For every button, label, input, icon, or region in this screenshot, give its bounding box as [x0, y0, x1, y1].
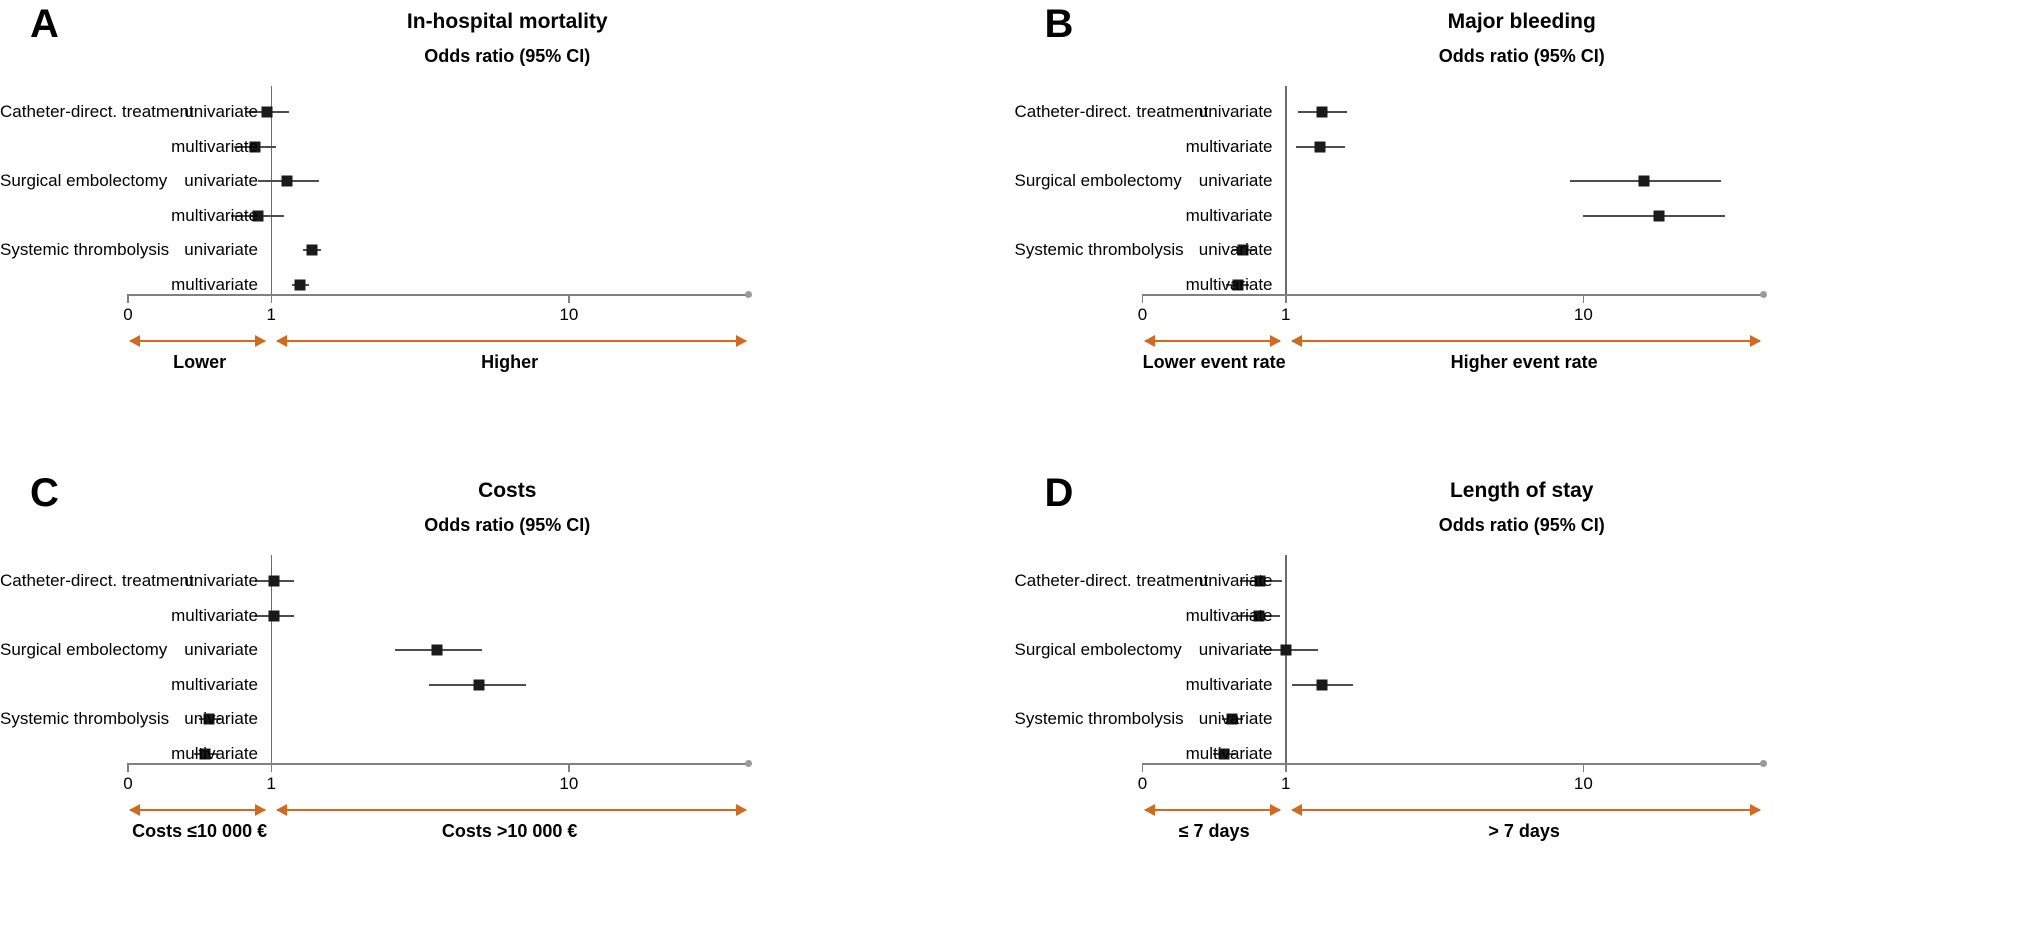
- x-axis-tick-label: 0: [1137, 774, 1148, 793]
- point-estimate-marker: [474, 679, 485, 690]
- lower-direction-arrow: [1145, 340, 1280, 342]
- x-axis-tick-label: 0: [123, 305, 133, 324]
- row-model-label: multivariate: [171, 205, 258, 225]
- panel-letter: D: [1044, 471, 1074, 515]
- higher-direction-arrow: [1292, 809, 1761, 811]
- row-group-label: Catheter-direct. treatment: [1014, 571, 1209, 590]
- lower-direction-label: Lower: [173, 352, 227, 372]
- panel-subtitle: Odds ratio (95% CI): [1438, 46, 1605, 66]
- null-effect-line: [1285, 555, 1287, 763]
- axis-end-dot: [1760, 760, 1767, 767]
- x-axis-tick-label: 1: [1281, 774, 1291, 793]
- x-axis-tick-label: 0: [123, 774, 133, 793]
- higher-direction-label: Higher event rate: [1450, 352, 1598, 372]
- row-model-label: multivariate: [171, 274, 258, 294]
- row-group-label: Catheter-direct. treatment: [0, 571, 194, 590]
- panel-letter: C: [30, 471, 59, 515]
- row-model-label: multivariate: [1185, 605, 1273, 625]
- plot-area: [0, 86, 748, 372]
- x-axis-tick: [1142, 294, 1144, 303]
- lower-direction-label: Costs ≤10 000 €: [132, 821, 268, 841]
- lower-direction-label: Lower event rate: [1142, 352, 1286, 372]
- panel-letter: A: [30, 2, 59, 46]
- higher-direction-label: Higher: [481, 352, 539, 372]
- row-model-label: univariate: [1198, 240, 1273, 259]
- row-model-label: univariate: [1198, 571, 1273, 590]
- x-axis-tick-label: 1: [266, 305, 276, 324]
- higher-direction-label: Costs >10 000 €: [441, 821, 578, 841]
- row-model-label: univariate: [184, 640, 258, 659]
- point-estimate-marker: [282, 176, 293, 187]
- row-group-label: Systemic thrombolysis: [1014, 709, 1184, 728]
- panel-title: Costs: [478, 479, 537, 502]
- point-estimate-marker: [1639, 176, 1650, 187]
- row-group-label: Catheter-direct. treatment: [0, 102, 194, 121]
- lower-direction-arrow: [1145, 809, 1280, 811]
- row-model-label: univariate: [184, 102, 258, 121]
- panel-subtitle: Odds ratio (95% CI): [424, 46, 591, 66]
- panel-title: In-hospital mortality: [406, 10, 608, 33]
- x-axis-tick: [568, 294, 570, 303]
- x-axis-line: [128, 294, 748, 296]
- row-model-label: univariate: [184, 709, 258, 728]
- panel-c: [0, 469, 1015, 938]
- row-model-label: univariate: [1198, 640, 1273, 659]
- higher-direction-arrow: [1292, 340, 1761, 342]
- row-group-label: Surgical embolectomy: [0, 640, 168, 659]
- row-group-label: Surgical embolectomy: [1014, 171, 1182, 190]
- point-estimate-marker: [262, 107, 273, 118]
- x-axis-tick: [1285, 294, 1287, 303]
- x-axis-line: [1143, 294, 1763, 296]
- x-axis-tick: [1583, 763, 1585, 772]
- row-model-label: multivariate: [1185, 674, 1273, 694]
- row-model-label: univariate: [1198, 171, 1273, 190]
- panel-a: [0, 0, 1015, 469]
- axis-end-dot: [1760, 291, 1767, 298]
- point-estimate-marker: [1316, 679, 1327, 690]
- plot-area: [1014, 86, 1763, 372]
- lower-direction-arrow: [130, 809, 265, 811]
- point-estimate-marker: [1316, 107, 1327, 118]
- point-estimate-marker: [306, 245, 317, 256]
- x-axis-tick-label: 10: [1573, 774, 1593, 793]
- lower-direction-label: ≤ 7 days: [1178, 821, 1250, 841]
- row-model-label: multivariate: [171, 605, 258, 625]
- point-estimate-marker: [268, 576, 279, 587]
- x-axis-tick: [127, 294, 129, 303]
- null-effect-line: [1285, 86, 1287, 294]
- row-model-label: multivariate: [171, 136, 258, 156]
- x-axis-tick: [271, 763, 273, 772]
- x-axis-tick-label: 0: [1137, 305, 1148, 324]
- x-axis-tick: [568, 763, 570, 772]
- x-axis-tick-label: 10: [559, 774, 579, 793]
- panel-title: Length of stay: [1449, 479, 1594, 502]
- row-group-label: Surgical embolectomy: [1014, 640, 1182, 659]
- row-model-label: univariate: [184, 571, 258, 590]
- x-axis-tick: [1285, 763, 1287, 772]
- row-model-label: multivariate: [1185, 136, 1273, 156]
- row-group-label: Systemic thrombolysis: [0, 709, 170, 728]
- point-estimate-marker: [268, 610, 279, 621]
- x-axis-tick-label: 1: [1281, 305, 1291, 324]
- row-group-label: Systemic thrombolysis: [0, 240, 170, 259]
- row-model-label: univariate: [1198, 709, 1273, 728]
- axis-end-dot: [745, 760, 752, 767]
- plot-area: [1014, 555, 1763, 841]
- point-estimate-marker: [1314, 141, 1325, 152]
- x-axis-tick: [1142, 763, 1144, 772]
- x-axis-tick-label: 10: [559, 305, 579, 324]
- row-model-label: multivariate: [171, 674, 258, 694]
- x-axis-tick-label: 1: [266, 774, 276, 793]
- panel-subtitle: Odds ratio (95% CI): [1438, 515, 1605, 535]
- point-estimate-marker: [1654, 210, 1665, 221]
- plot-area: [0, 555, 748, 841]
- higher-direction-label: > 7 days: [1488, 821, 1560, 841]
- point-estimate-marker: [1280, 645, 1291, 656]
- point-estimate-marker: [431, 645, 442, 656]
- x-axis-tick-label: 10: [1573, 305, 1593, 324]
- x-axis-tick: [271, 294, 273, 303]
- panel-d: [1015, 469, 2029, 938]
- higher-direction-arrow: [277, 340, 746, 342]
- row-group-label: Surgical embolectomy: [0, 171, 168, 190]
- x-axis-tick: [127, 763, 129, 772]
- panel-title: Major bleeding: [1447, 10, 1596, 33]
- lower-direction-arrow: [130, 340, 265, 342]
- panel-b: [1015, 0, 2029, 469]
- x-axis-tick: [1583, 294, 1585, 303]
- row-model-label: univariate: [1198, 102, 1273, 121]
- row-model-label: multivariate: [1185, 205, 1273, 225]
- row-group-label: Catheter-direct. treatment: [1014, 102, 1209, 121]
- higher-direction-arrow: [277, 809, 746, 811]
- panel-subtitle: Odds ratio (95% CI): [424, 515, 591, 535]
- point-estimate-marker: [295, 279, 306, 290]
- row-model-label: multivariate: [1185, 743, 1273, 763]
- x-axis-line: [1143, 763, 1763, 765]
- panel-letter: B: [1044, 2, 1074, 46]
- axis-end-dot: [745, 291, 752, 298]
- row-model-label: multivariate: [171, 743, 258, 763]
- x-axis-line: [128, 763, 748, 765]
- row-model-label: univariate: [184, 171, 258, 190]
- row-group-label: Systemic thrombolysis: [1014, 240, 1184, 259]
- row-model-label: univariate: [184, 240, 258, 259]
- row-model-label: multivariate: [1185, 274, 1273, 294]
